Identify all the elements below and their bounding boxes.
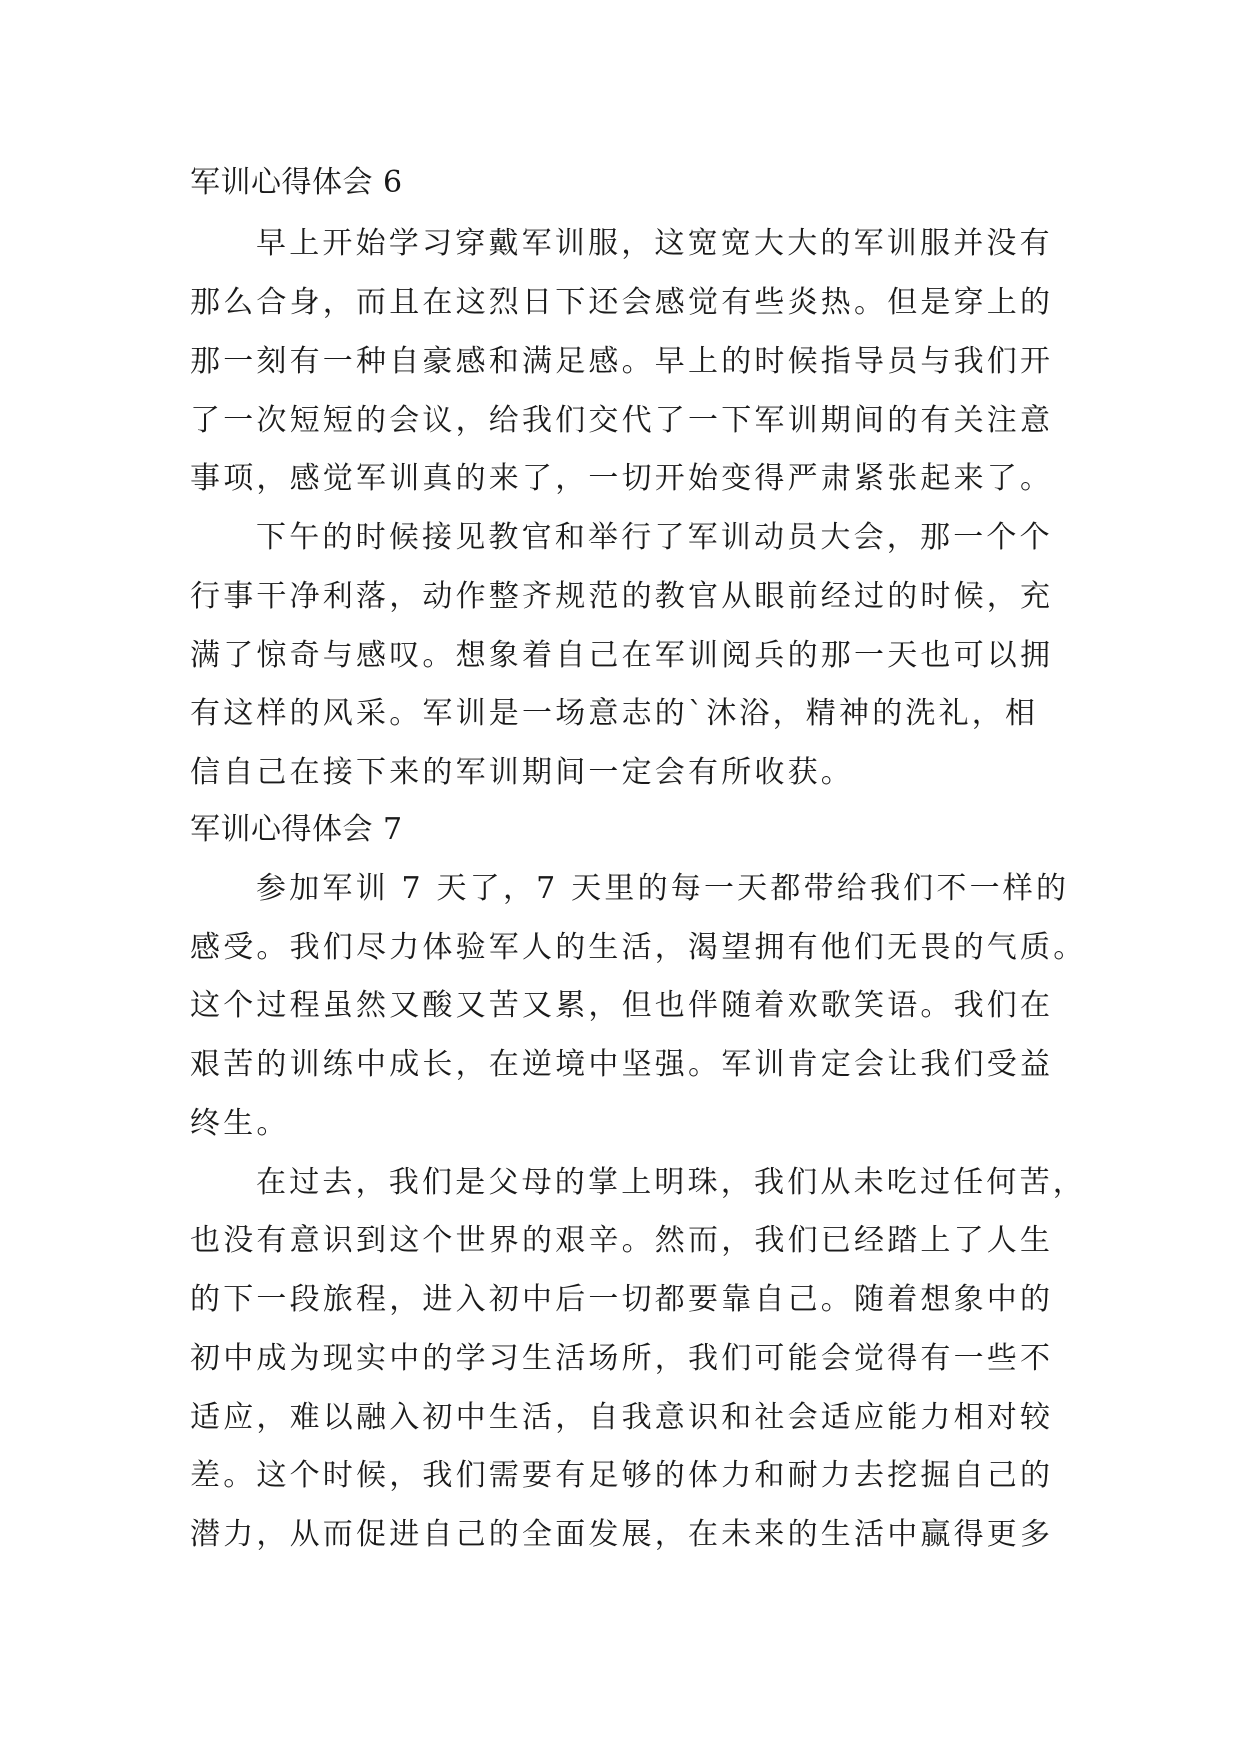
paragraph-line: 参加军训 7 天了，7 天里的每一天都带给我们不一样的 bbox=[256, 871, 1070, 906]
paragraph-line: 初中成为现实中的学习生活场所，我们可能会觉得有一些不 bbox=[190, 1341, 1054, 1376]
paragraph-line: 适应，难以融入初中生活，自我意识和社会适应能力相对较 bbox=[190, 1400, 1054, 1435]
paragraph-line: 差。这个时候，我们需要有足够的体力和耐力去挖掘自己的 bbox=[190, 1458, 1054, 1493]
paragraph-line: 这个过程虽然又酸又苦又累，但也伴随着欢歌笑语。我们在 bbox=[190, 988, 1054, 1023]
paragraph-line: 那一刻有一种自豪感和满足感。早上的时候指导员与我们开 bbox=[190, 344, 1054, 379]
paragraph-line: 感受。我们尽力体验军人的生活，渴望拥有他们无畏的气质。 bbox=[190, 930, 1087, 965]
paragraph-line: 的下一段旅程，进入初中后一切都要靠自己。随着想象中的 bbox=[190, 1282, 1054, 1317]
paragraph-line: 潜力，从而促进自己的全面发展，在未来的生活中赢得更多 bbox=[190, 1517, 1054, 1552]
paragraph-line: 早上开始学习穿戴军训服，这宽宽大大的军训服并没有 bbox=[256, 226, 1053, 261]
paragraph-line: 艰苦的训练中成长，在逆境中坚强。军训肯定会让我们受益 bbox=[190, 1047, 1054, 1082]
section-heading: 军训心得体会 7 bbox=[190, 812, 403, 847]
paragraph-line: 有这样的风采。军训是一场意志的`沐浴，精神的洗礼，相 bbox=[190, 696, 1039, 731]
paragraph-line: 事项，感觉军训真的来了，一切开始变得严肃紧张起来了。 bbox=[190, 461, 1054, 496]
paragraph-line: 在过去，我们是父母的掌上明珠，我们从未吃过任何苦， bbox=[256, 1165, 1086, 1200]
paragraph-line: 行事干净利落，动作整齐规范的教官从眼前经过的时候，充 bbox=[190, 579, 1054, 614]
paragraph-line: 信自己在接下来的军训期间一定会有所收获。 bbox=[190, 755, 854, 790]
paragraph-line: 终生。 bbox=[190, 1106, 290, 1141]
paragraph-line: 满了惊奇与感叹。想象着自己在军训阅兵的那一天也可以拥 bbox=[190, 638, 1054, 673]
paragraph-line: 那么合身，而且在这烈日下还会感觉有些炎热。但是穿上的 bbox=[190, 285, 1054, 320]
paragraph-line: 了一次短短的会议，给我们交代了一下军训期间的有关注意 bbox=[190, 403, 1054, 438]
paragraph-line: 下午的时候接见教官和举行了军训动员大会，那一个个 bbox=[256, 520, 1053, 555]
paragraph-line: 也没有意识到这个世界的艰辛。然而，我们已经踏上了人生 bbox=[190, 1223, 1054, 1258]
section-heading: 军训心得体会 6 bbox=[190, 165, 403, 200]
